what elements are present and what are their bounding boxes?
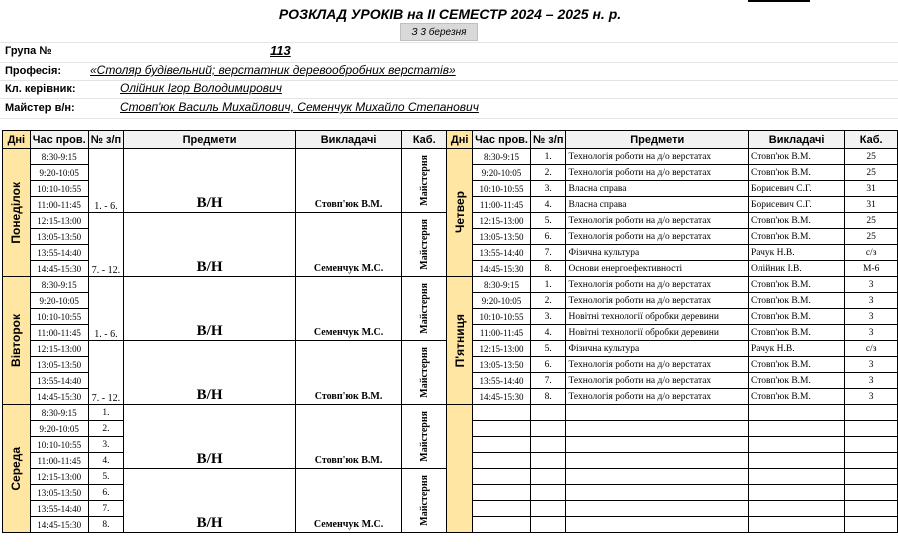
room-label: Майстерня (418, 347, 430, 398)
teacher-cell[interactable]: Стовп'юк В.М. (748, 165, 844, 181)
empty-cell[interactable] (566, 469, 749, 485)
empty-cell[interactable] (748, 501, 844, 517)
time-cell[interactable]: 13:55-14:40 (30, 501, 88, 517)
range-label: 7. - 12. (91, 265, 121, 276)
master-value[interactable]: Стовп'юк Василь Михайлович, Семенчук Михайло Степанович (120, 100, 479, 114)
subject-cell[interactable]: Технологія роботи на д/о верстатах (566, 389, 749, 405)
day-thursday-label: Четвер (452, 191, 467, 234)
time-cell[interactable]: 13:05-13:50 (473, 229, 531, 245)
range-label: 1. - 6. (94, 329, 118, 340)
time-cell[interactable]: 8:30-9:15 (30, 277, 88, 293)
num-cell[interactable]: 7. (530, 373, 566, 389)
range-cell[interactable] (88, 277, 124, 341)
group-label: Група № (5, 45, 52, 57)
empty-cell[interactable] (845, 405, 898, 421)
time-cell[interactable]: 10:10-10:55 (473, 309, 531, 325)
teacher-block-cell[interactable] (295, 469, 401, 533)
empty-cell[interactable] (473, 405, 531, 421)
subject-label: В/Н (196, 515, 223, 531)
subject-cell[interactable]: Технологія роботи на д/о верстатах (566, 277, 749, 293)
header-room-left: Каб. (402, 131, 447, 149)
room-cell[interactable]: 3 (845, 389, 898, 405)
teacher-cell[interactable]: Рачук Н.В. (748, 245, 844, 261)
date-note[interactable]: З 3 березня (400, 23, 478, 41)
room-block-cell[interactable] (402, 277, 447, 341)
num-cell[interactable]: 8. (88, 517, 124, 533)
empty-cell[interactable] (748, 469, 844, 485)
subject-label: В/Н (196, 451, 223, 467)
header-room-right: Каб. (845, 131, 898, 149)
subject-label: В/Н (196, 323, 223, 339)
day-monday (3, 149, 31, 277)
subject-cell[interactable]: Власна справа (566, 181, 749, 197)
empty-cell[interactable] (845, 485, 898, 501)
time-cell[interactable]: 12:15-13:00 (473, 341, 531, 357)
subject-cell[interactable]: Технологія роботи на д/о верстатах (566, 373, 749, 389)
time-cell[interactable]: 9:20-10:05 (30, 293, 88, 309)
teacher-cell[interactable]: Стовп'юк В.М. (748, 309, 844, 325)
table-row (3, 277, 898, 293)
empty-cell[interactable] (845, 421, 898, 437)
room-cell[interactable]: 25 (845, 229, 898, 245)
header-num-left: № з/п (88, 131, 124, 149)
time-cell[interactable]: 11:00-11:45 (30, 325, 88, 341)
empty-cell[interactable] (530, 501, 566, 517)
subject-block-cell[interactable] (124, 405, 296, 469)
subject-block-cell[interactable] (124, 469, 296, 533)
master-label: Майстер в/н: (5, 102, 75, 114)
range-label: 7. - 12. (91, 393, 121, 404)
time-cell[interactable]: 9:20-10:05 (30, 165, 88, 181)
num-cell[interactable]: 4. (530, 197, 566, 213)
empty-cell[interactable] (748, 485, 844, 501)
empty-cell[interactable] (845, 517, 898, 533)
header-days-right: Дні (447, 131, 473, 149)
empty-cell[interactable] (566, 517, 749, 533)
teacher-block-cell[interactable] (295, 149, 401, 213)
empty-cell[interactable] (530, 421, 566, 437)
num-cell[interactable]: 7. (88, 501, 124, 517)
empty-cell[interactable] (473, 517, 531, 533)
empty-cell[interactable] (530, 485, 566, 501)
day-wednesday (3, 405, 31, 533)
teacher-label: Стовп'юк В.М. (314, 199, 383, 210)
time-cell[interactable]: 13:05-13:50 (30, 485, 88, 501)
num-cell[interactable]: 6. (530, 229, 566, 245)
empty-cell[interactable] (748, 517, 844, 533)
subject-cell[interactable]: Новітні технології обробки деревини (566, 309, 749, 325)
subject-block-cell[interactable] (124, 341, 296, 405)
time-cell[interactable]: 13:55-14:40 (30, 373, 88, 389)
empty-cell[interactable] (530, 453, 566, 469)
teacher-label: Стовп'юк В.М. (314, 455, 383, 466)
profession-value[interactable]: «Столяр будівельний; верстатник деревообробних верстатів» (90, 63, 456, 77)
subject-cell[interactable]: Новітні технології обробки деревини (566, 325, 749, 341)
teacher-block-cell[interactable] (295, 213, 401, 277)
range-cell[interactable] (88, 149, 124, 213)
room-cell[interactable]: 3 (845, 325, 898, 341)
header-row (3, 131, 898, 149)
day-friday-label: П'ятниця (452, 313, 467, 368)
subject-block-cell[interactable] (124, 213, 296, 277)
room-cell[interactable]: с/з (845, 341, 898, 357)
num-cell[interactable]: 1. (88, 405, 124, 421)
num-cell[interactable]: 2. (88, 421, 124, 437)
empty-cell[interactable] (566, 437, 749, 453)
room-label: Майстерня (418, 411, 430, 462)
subject-cell[interactable]: Фізична культура (566, 245, 749, 261)
table-row (3, 149, 898, 165)
num-cell[interactable]: 6. (88, 485, 124, 501)
curator-value[interactable]: Олійник Ігор Володимирович (120, 81, 282, 95)
page-title: РОЗКЛАД УРОКІВ на ІІ СЕМЕСТР 2024 – 2025 н. р. (278, 6, 622, 22)
subject-block-cell[interactable] (124, 149, 296, 213)
range-cell[interactable] (88, 213, 124, 277)
teacher-block-cell[interactable] (295, 277, 401, 341)
teacher-cell[interactable]: Стовп'юк В.М. (748, 213, 844, 229)
grid-line (0, 42, 898, 43)
time-cell[interactable]: 11:00-11:45 (473, 197, 531, 213)
teacher-cell[interactable]: Стовп'юк В.М. (748, 229, 844, 245)
profession-label: Професія: (5, 65, 62, 77)
header-teachers-right: Викладачі (748, 131, 844, 149)
day-monday-label: Понеділок (9, 181, 24, 244)
day-tuesday (3, 277, 31, 405)
room-label: Майстерня (418, 475, 430, 526)
num-cell[interactable]: 2. (530, 293, 566, 309)
num-cell[interactable]: 8. (530, 389, 566, 405)
empty-cell[interactable] (530, 405, 566, 421)
room-block-cell[interactable] (402, 213, 447, 277)
teacher-label: Семенчук М.С. (313, 327, 384, 338)
time-cell[interactable]: 11:00-11:45 (30, 197, 88, 213)
teacher-cell[interactable]: Стовп'юк В.М. (748, 389, 844, 405)
teacher-block-cell[interactable] (295, 341, 401, 405)
num-cell[interactable]: 4. (530, 325, 566, 341)
time-cell[interactable]: 11:00-11:45 (30, 453, 88, 469)
empty-cell[interactable] (530, 437, 566, 453)
teacher-cell[interactable]: Стовп'юк В.М. (748, 277, 844, 293)
time-cell[interactable]: 12:15-13:00 (30, 213, 88, 229)
time-cell[interactable]: 9:20-10:05 (473, 293, 531, 309)
teacher-cell[interactable]: Стовп'юк В.М. (748, 357, 844, 373)
header-num-right: № з/п (530, 131, 566, 149)
empty-cell[interactable] (566, 405, 749, 421)
room-cell[interactable]: с/з (845, 245, 898, 261)
room-cell[interactable]: 25 (845, 213, 898, 229)
teacher-cell[interactable]: Стовп'юк В.М. (748, 325, 844, 341)
time-cell[interactable]: 14:45-15:30 (30, 261, 88, 277)
time-cell[interactable]: 10:10-10:55 (30, 181, 88, 197)
empty-cell[interactable] (473, 421, 531, 437)
subject-cell[interactable]: Основи енергоефективності (566, 261, 749, 277)
num-cell[interactable]: 4. (88, 453, 124, 469)
num-cell[interactable]: 2. (530, 165, 566, 181)
empty-cell[interactable] (566, 485, 749, 501)
day-wednesday-label: Середа (9, 446, 24, 491)
time-cell[interactable]: 8:30-9:15 (30, 149, 88, 165)
time-cell[interactable]: 10:10-10:55 (30, 437, 88, 453)
empty-cell[interactable] (748, 405, 844, 421)
room-block-cell[interactable] (402, 341, 447, 405)
num-cell[interactable]: 1. (530, 149, 566, 165)
day-thursday (447, 149, 473, 277)
schedule-table (2, 130, 898, 533)
empty-cell[interactable] (748, 421, 844, 437)
subject-cell[interactable]: Технологія роботи на д/о верстатах (566, 213, 749, 229)
day-tuesday-label: Вівторок (9, 314, 24, 367)
room-cell[interactable]: 3 (845, 277, 898, 293)
room-cell[interactable]: 3 (845, 309, 898, 325)
header-time-right: Час пров. (473, 131, 531, 149)
teacher-cell[interactable]: Олійник І.В. (748, 261, 844, 277)
teacher-cell[interactable]: Стовп'юк В.М. (748, 293, 844, 309)
num-cell[interactable]: 3. (88, 437, 124, 453)
empty-cell[interactable] (748, 437, 844, 453)
time-cell[interactable]: 14:45-15:30 (473, 389, 531, 405)
subject-cell[interactable]: Фізична культура (566, 341, 749, 357)
room-block-cell[interactable] (402, 405, 447, 469)
time-cell[interactable]: 12:15-13:00 (473, 213, 531, 229)
header-days-left: Дні (3, 131, 31, 149)
time-cell[interactable]: 10:10-10:55 (473, 181, 531, 197)
num-cell[interactable]: 5. (88, 469, 124, 485)
teacher-label: Семенчук М.С. (313, 263, 384, 274)
num-cell[interactable]: 6. (530, 357, 566, 373)
time-cell[interactable]: 13:55-14:40 (473, 373, 531, 389)
teacher-label: Семенчук М.С. (313, 519, 384, 530)
room-block-cell[interactable] (402, 149, 447, 213)
time-cell[interactable]: 12:15-13:00 (30, 469, 88, 485)
room-label: Майстерня (418, 283, 430, 334)
room-cell[interactable]: 31 (845, 197, 898, 213)
room-label: Майстерня (418, 155, 430, 206)
empty-cell[interactable] (530, 517, 566, 533)
range-label: 1. - 6. (94, 201, 118, 212)
empty-cell[interactable] (845, 453, 898, 469)
num-cell[interactable]: 7. (530, 245, 566, 261)
teacher-block-cell[interactable] (295, 405, 401, 469)
day-friday (447, 277, 473, 405)
time-cell[interactable]: 13:55-14:40 (30, 245, 88, 261)
empty-cell[interactable] (473, 453, 531, 469)
subject-label: В/Н (196, 195, 223, 211)
teacher-label: Стовп'юк В.М. (314, 391, 383, 402)
room-cell[interactable]: 31 (845, 181, 898, 197)
time-cell[interactable]: 11:00-11:45 (473, 325, 531, 341)
time-cell[interactable]: 14:45-15:30 (30, 517, 88, 533)
time-cell[interactable]: 8:30-9:15 (473, 277, 531, 293)
teacher-cell[interactable]: Борисевич С.Г. (748, 181, 844, 197)
empty-cell[interactable] (566, 453, 749, 469)
room-cell[interactable]: 3 (845, 293, 898, 309)
subject-block-cell[interactable] (124, 277, 296, 341)
range-cell[interactable] (88, 341, 124, 405)
empty-cell[interactable] (566, 421, 749, 437)
room-cell[interactable]: М-6 (845, 261, 898, 277)
teacher-cell[interactable]: Борисевич С.Г. (748, 197, 844, 213)
teacher-cell[interactable]: Стовп'юк В.М. (748, 373, 844, 389)
room-label: Майстерня (418, 219, 430, 270)
time-cell[interactable]: 13:05-13:50 (30, 357, 88, 373)
subject-cell[interactable]: Технологія роботи на д/о верстатах (566, 229, 749, 245)
num-cell[interactable]: 5. (530, 213, 566, 229)
empty-cell[interactable] (473, 469, 531, 485)
subject-cell[interactable]: Технологія роботи на д/о верстатах (566, 165, 749, 181)
group-value[interactable]: 113 (270, 43, 291, 58)
header-teachers-left: Викладачі (295, 131, 401, 149)
time-cell[interactable]: 13:05-13:50 (30, 229, 88, 245)
empty-cell[interactable] (473, 501, 531, 517)
time-cell[interactable]: 13:55-14:40 (473, 245, 531, 261)
empty-cell[interactable] (845, 437, 898, 453)
empty-cell[interactable] (748, 453, 844, 469)
curator-label: Кл. керівник: (5, 83, 76, 95)
empty-cell[interactable] (473, 437, 531, 453)
subject-label: В/Н (196, 259, 223, 275)
subject-cell[interactable]: Технологія роботи на д/о верстатах (566, 149, 749, 165)
room-cell[interactable]: 3 (845, 373, 898, 389)
room-block-cell[interactable] (402, 469, 447, 533)
day-empty (447, 405, 473, 533)
num-cell[interactable]: 8. (530, 261, 566, 277)
teacher-cell[interactable]: Стовп'юк В.М. (748, 149, 844, 165)
subject-cell[interactable]: Технологія роботи на д/о верстатах (566, 357, 749, 373)
empty-cell[interactable] (566, 501, 749, 517)
num-cell[interactable]: 1. (530, 277, 566, 293)
room-cell[interactable]: 25 (845, 149, 898, 165)
empty-cell[interactable] (473, 485, 531, 501)
header-subjects-right: Предмети (566, 131, 749, 149)
room-cell[interactable]: 3 (845, 357, 898, 373)
time-cell[interactable]: 12:15-13:00 (30, 341, 88, 357)
subject-cell[interactable]: Технологія роботи на д/о верстатах (566, 293, 749, 309)
time-cell[interactable]: 13:05-13:50 (473, 357, 531, 373)
subject-cell[interactable]: Власна справа (566, 197, 749, 213)
time-cell[interactable]: 8:30-9:15 (30, 405, 88, 421)
grid-line (0, 118, 898, 119)
num-cell[interactable]: 3. (530, 181, 566, 197)
time-cell[interactable]: 9:20-10:05 (473, 165, 531, 181)
header-time-left: Час пров. (30, 131, 88, 149)
subject-label: В/Н (196, 387, 223, 403)
time-cell[interactable]: 14:45-15:30 (30, 389, 88, 405)
table-row (3, 405, 898, 421)
grid-line (0, 98, 898, 99)
time-cell[interactable]: 8:30-9:15 (473, 149, 531, 165)
empty-cell[interactable] (530, 469, 566, 485)
header-subjects-left: Предмети (124, 131, 296, 149)
time-cell[interactable]: 14:45-15:30 (473, 261, 531, 277)
time-cell[interactable]: 10:10-10:55 (30, 309, 88, 325)
top-border-mark (748, 0, 810, 2)
empty-cell[interactable] (845, 469, 898, 485)
empty-cell[interactable] (845, 501, 898, 517)
num-cell[interactable]: 3. (530, 309, 566, 325)
teacher-cell[interactable]: Рачук Н.В. (748, 341, 844, 357)
num-cell[interactable]: 5. (530, 341, 566, 357)
time-cell[interactable]: 9:20-10:05 (30, 421, 88, 437)
room-cell[interactable]: 25 (845, 165, 898, 181)
